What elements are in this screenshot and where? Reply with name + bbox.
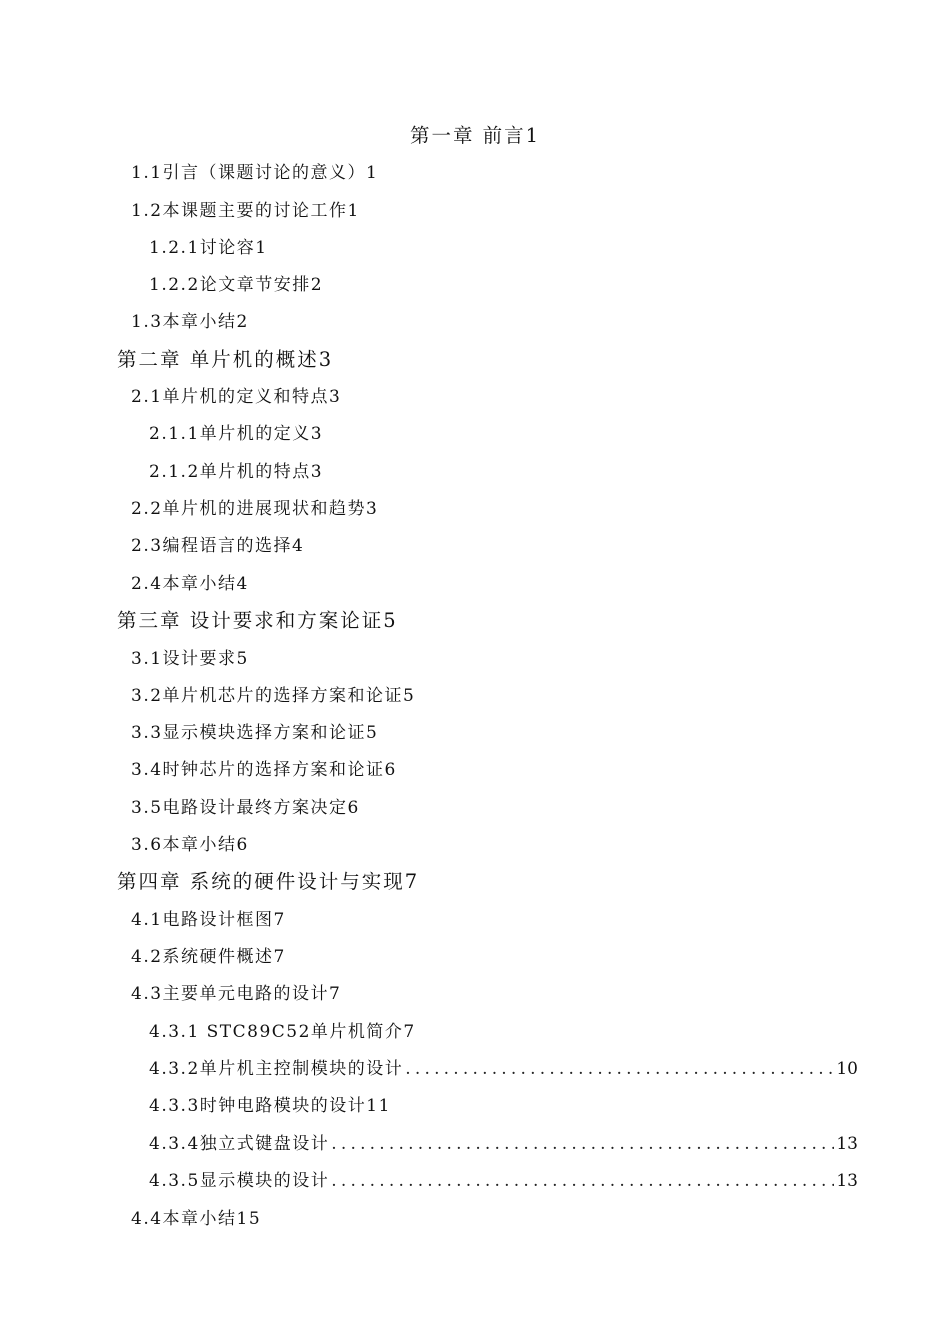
toc-section-3-2: 3.2单片机芯片的选择方案和论证5 [131, 686, 416, 706]
toc-subsection-4-3-3: 4.3.3时钟电路模块的设计11 [149, 1096, 391, 1116]
toc-section-2-4: 2.4本章小结4 [131, 574, 249, 594]
toc-entry-title: 4.3.5显示模块的设计 [149, 1171, 330, 1191]
toc-section-3-3: 3.3显示模块选择方案和论证5 [131, 723, 379, 743]
toc-section-3-6: 3.6本章小结6 [131, 835, 249, 855]
toc-section-4-3: 4.3主要单元电路的设计7 [131, 984, 342, 1004]
toc-subsection-1-2-1: 1.2.1讨论容1 [149, 238, 268, 258]
dot-leader [405, 1054, 834, 1084]
dot-leader [331, 1166, 834, 1196]
toc-page-number: 10 [836, 1059, 858, 1079]
toc-chapter-2: 第二章 单片机的概述3 [117, 348, 334, 371]
toc-subsection-2-1-2: 2.1.2单片机的特点3 [149, 462, 324, 482]
toc-subsection-1-2-2: 1.2.2论文章节安排2 [149, 275, 324, 295]
toc-subsection-4-3-1: 4.3.1 STC89C52单片机简介7 [149, 1022, 416, 1042]
toc-section-3-4: 3.4时钟芯片的选择方案和论证6 [131, 760, 397, 780]
toc-section-3-5: 3.5电路设计最终方案决定6 [131, 798, 360, 818]
toc-entry-title: 4.3.2单片机主控制模块的设计 [149, 1059, 404, 1079]
toc-section-2-1: 2.1单片机的定义和特点3 [131, 387, 342, 407]
dot-leader [331, 1129, 834, 1159]
toc-chapter-4: 第四章 系统的硬件设计与实现7 [117, 870, 420, 893]
toc-page-number: 13 [836, 1171, 858, 1191]
toc-subsection-4-3-5 [0, 1166, 950, 1196]
toc-section-1-1: 1.1引言（课题讨论的意义）1 [131, 163, 379, 183]
toc-section-1-3: 1.3本章小结2 [131, 312, 249, 332]
toc-subsection-4-3-2 [0, 1054, 950, 1084]
toc-chapter-3: 第三章 设计要求和方案论证5 [117, 609, 398, 632]
toc-section-1-2: 1.2本课题主要的讨论工作1 [131, 201, 360, 221]
toc-entry-title: 4.3.4独立式键盘设计 [149, 1134, 330, 1154]
toc-page-number: 13 [836, 1134, 858, 1154]
toc-section-4-2: 4.2系统硬件概述7 [131, 947, 286, 967]
toc-chapter-1: 第一章 前言1 [409, 124, 541, 147]
toc-section-2-2: 2.2单片机的进展现状和趋势3 [131, 499, 379, 519]
toc-section-4-4: 4.4本章小结15 [131, 1209, 262, 1229]
toc-subsection-4-3-4 [0, 1129, 950, 1159]
toc-subsection-2-1-1: 2.1.1单片机的定义3 [149, 424, 324, 444]
toc-section-4-1: 4.1电路设计框图7 [131, 910, 286, 930]
toc-section-3-1: 3.1设计要求5 [131, 649, 249, 669]
toc-section-2-3: 2.3编程语言的选择4 [131, 536, 305, 556]
